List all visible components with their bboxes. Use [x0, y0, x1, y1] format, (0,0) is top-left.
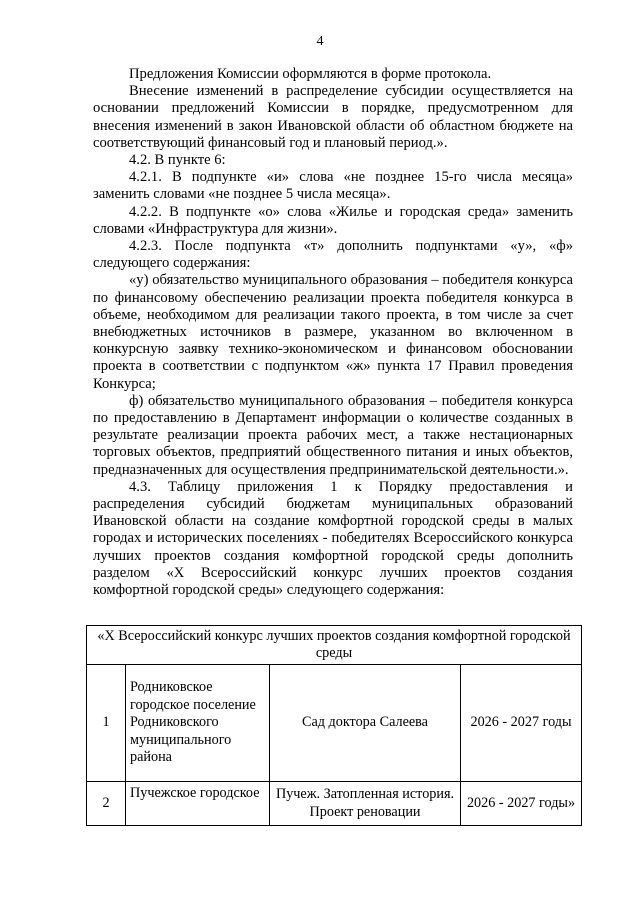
municipality-cell: Пучежское городское: [126, 782, 270, 826]
paragraph: 4.3. Таблицу приложения 1 к Порядку предоставления и распределения субсидий бюджетам муниципальных образований Ивановской области на создание комфортной городской среды в малых городах и исторических поселениях - победителях Всероссийского конкурса лучших проектов создания комфортной городской среды дополнить разделом «X Всероссийский конкурс лучших проектов создания комфортной городской среды» следующего содержания:: [93, 478, 573, 599]
paragraph: «у) обязательство муниципального образования – победителя конкурса по финансовому обеспечению реализации проекта победителя конкурса в объеме, необходимом для реализации такого проекта, в том числе за счет внебюджетных источников в размере, указанном во включенном в конкурсную заявку технико-экономическом и финансовом обосновании проекта в соответствии с подпунктом «ж» пункта 17 Правил проведения Конкурса;: [93, 272, 573, 392]
paragraph: ф) обязательство муниципального образования – победителя конкурса по предоставлению в Департамент информации о количестве созданных в результате реализации проекта рабочих мест, а также нестационарных торговых объектов, предприятий общественного питания и иных объектов, предназначенных для осуществления предпринимательской деятельности.».: [93, 392, 573, 478]
municipality-cell: Родниковское городское поселение Родниковского муниципального района: [126, 665, 270, 782]
paragraph: 4.2.2. В подпункте «о» слова «Жилье и городская среда» заменить словами «Инфраструктура для жизни».: [93, 203, 573, 237]
project-cell: Сад доктора Салеева: [270, 665, 461, 782]
paragraph: Внесение изменений в распределение субсидии осуществляется на основании предложений Комиссии в порядке, предусмотренном для внесения изменений в закон Ивановской области об областном бюджете на соответствующий финансовый год и плановый период.».: [93, 83, 573, 151]
page-number: 4: [316, 34, 324, 49]
table-row: [87, 782, 582, 826]
body-text: [93, 66, 573, 599]
table-caption-row: [87, 626, 582, 665]
project-cell: Пучеж. Затопленная история. Проект реновации: [270, 782, 461, 826]
subsidy-table: [86, 625, 582, 826]
table-row: [87, 665, 582, 782]
row-number: 2: [87, 782, 126, 826]
row-number: 1: [87, 665, 126, 782]
table-caption: «X Всероссийский конкурс лучших проектов создания комфортной городской среды: [87, 626, 582, 665]
years-cell: 2026 - 2027 годы»: [461, 782, 582, 826]
paragraph: Предложения Комиссии оформляются в форме протокола.: [129, 66, 492, 82]
paragraph: 4.2.3. После подпункта «т» дополнить подпунктами «у», «ф» следующего содержания:: [93, 238, 573, 272]
years-cell: 2026 - 2027 годы: [461, 665, 582, 782]
paragraph: 4.2.1. В подпункте «и» слова «не позднее 15-го числа месяца» заменить словами «не позднее 5 числа месяца».: [93, 169, 573, 203]
paragraph: 4.2. В пункте 6:: [129, 152, 226, 169]
